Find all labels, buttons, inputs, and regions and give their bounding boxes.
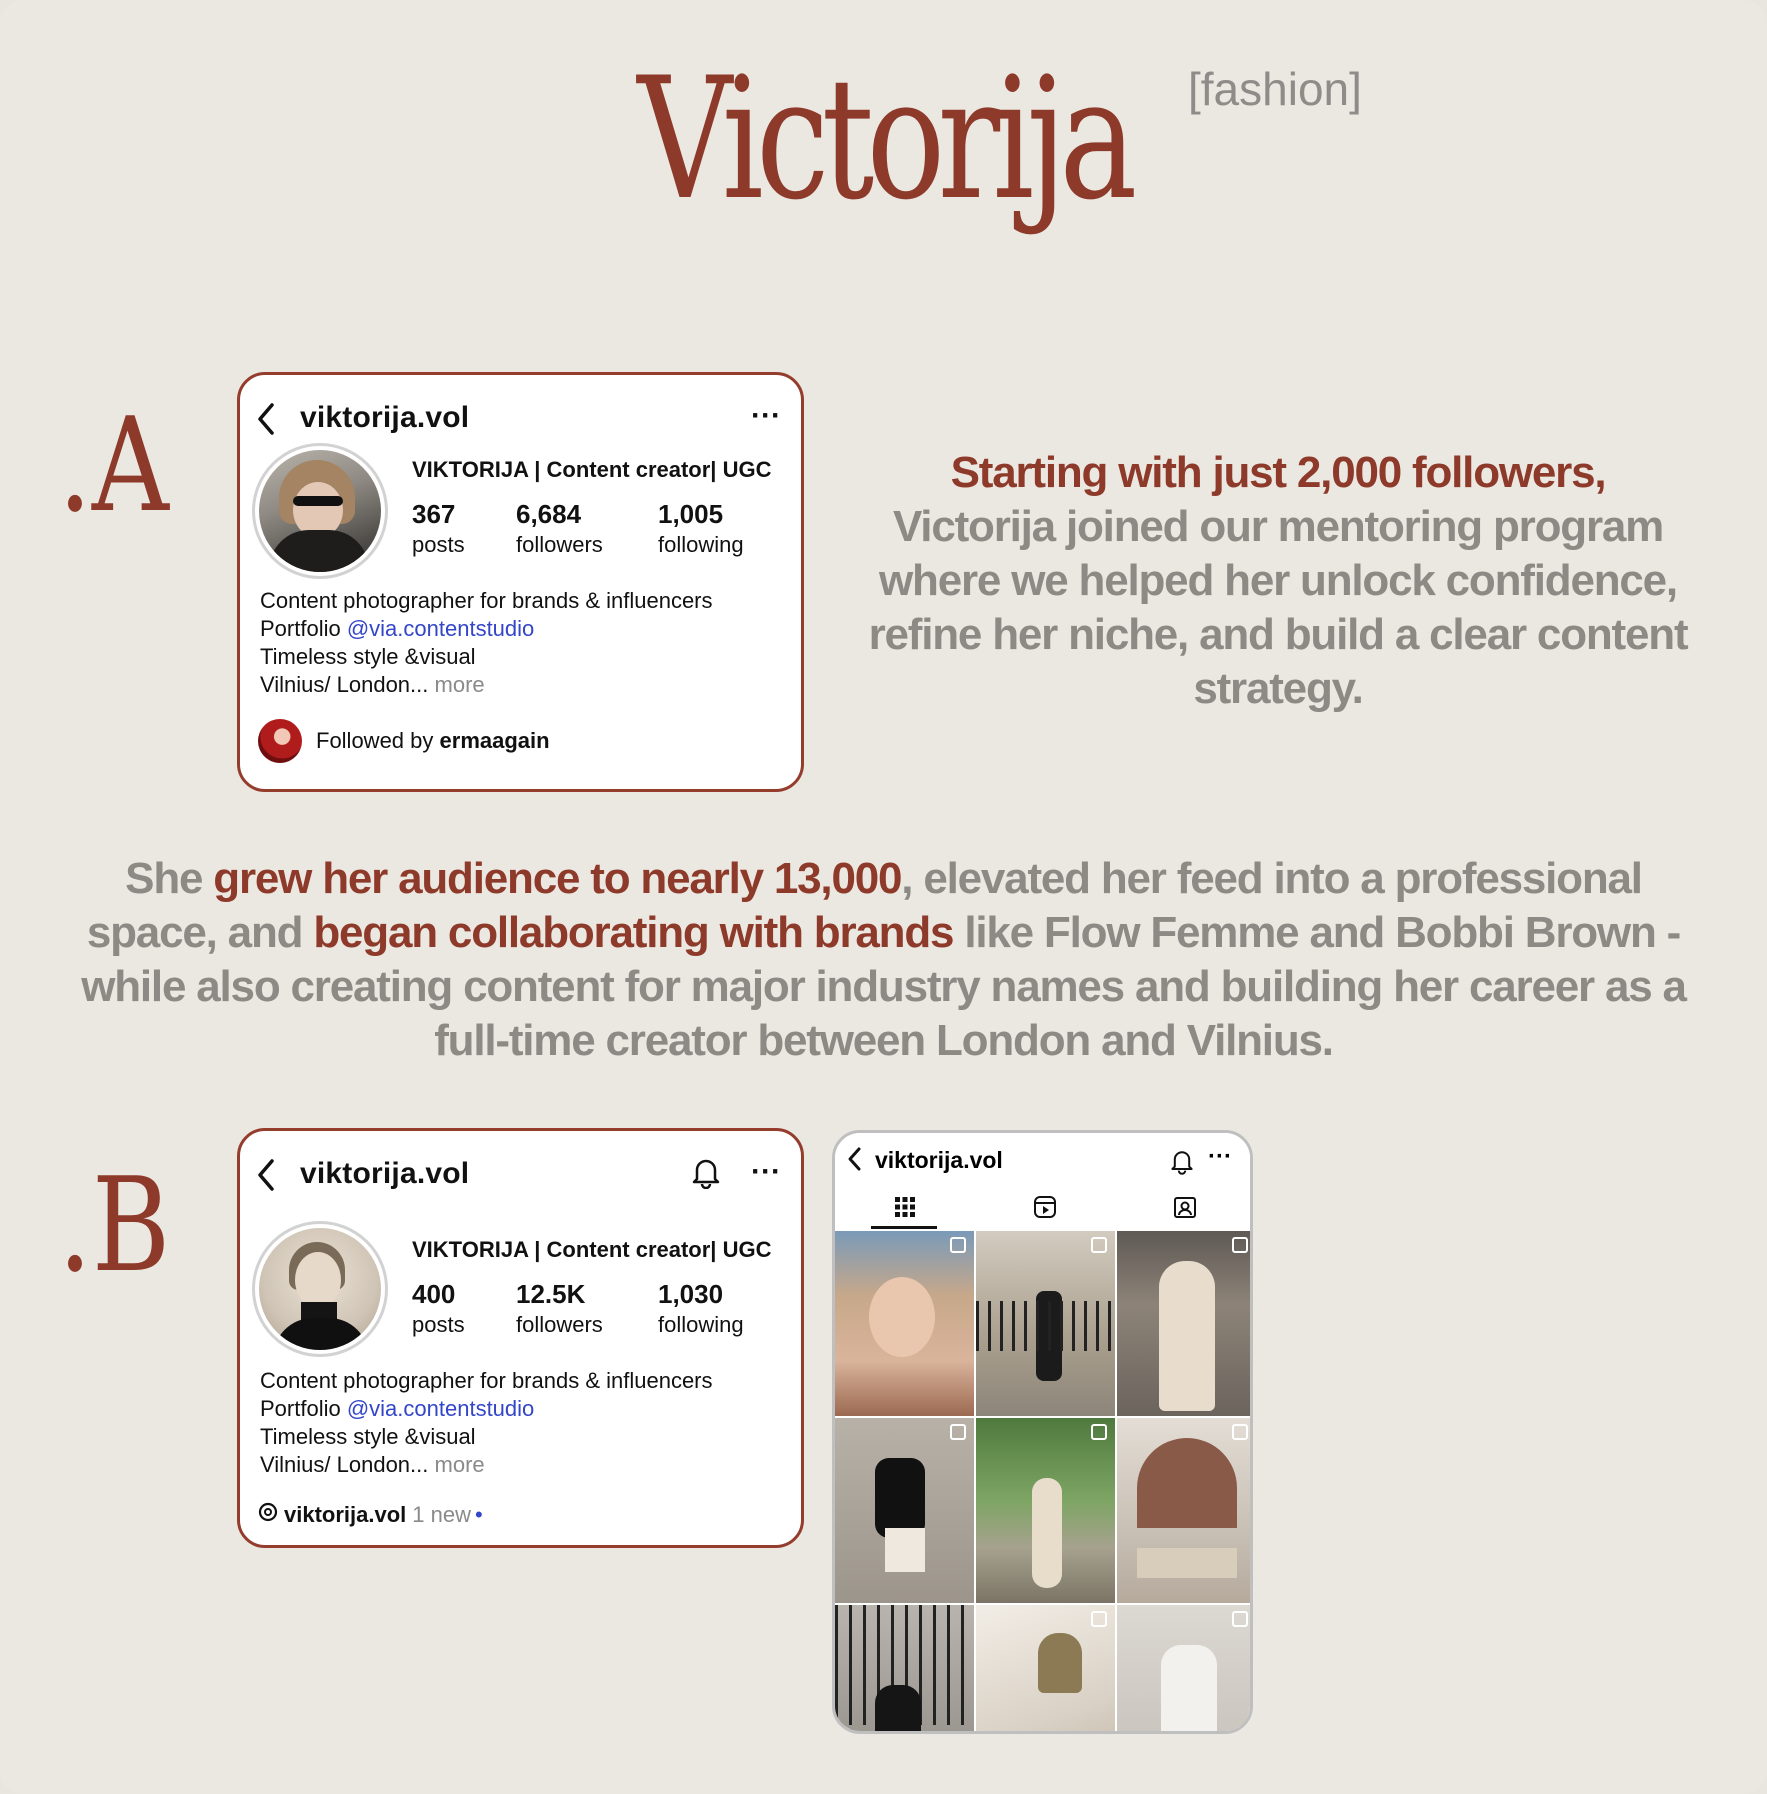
intro-line: Victorija joined our mentoring program bbox=[892, 502, 1664, 551]
bell-icon[interactable] bbox=[1170, 1147, 1194, 1180]
post-thumbnail[interactable] bbox=[835, 1231, 974, 1416]
stat-number: 367 bbox=[412, 499, 456, 529]
threads-dot: • bbox=[475, 1502, 483, 1527]
post-thumbnail[interactable] bbox=[976, 1605, 1115, 1734]
tab-grid[interactable] bbox=[835, 1189, 975, 1229]
section-letter-a: .A bbox=[58, 389, 169, 541]
post-thumbnail[interactable] bbox=[1117, 1231, 1253, 1416]
bio-ellipsis: ... bbox=[410, 1452, 429, 1477]
threads-link[interactable] bbox=[258, 1501, 483, 1529]
profile-bio bbox=[260, 587, 713, 699]
growth-line: while also creating content for major industry names and building her career as a bbox=[81, 962, 1686, 1011]
section-letter-b: .B bbox=[58, 1149, 171, 1301]
bell-icon[interactable] bbox=[691, 1155, 721, 1194]
threads-handle: viktorija.vol bbox=[284, 1502, 407, 1527]
back-arrow-icon[interactable] bbox=[254, 1157, 280, 1198]
stat-label: posts bbox=[412, 1312, 465, 1337]
profile-bio bbox=[260, 1367, 713, 1479]
avatar-photo bbox=[259, 450, 381, 572]
profile-card-before bbox=[237, 372, 804, 792]
back-arrow-icon[interactable] bbox=[845, 1145, 865, 1178]
stat-label: following bbox=[658, 1312, 744, 1337]
stat-label: followers bbox=[516, 532, 603, 557]
followed-by[interactable] bbox=[258, 719, 550, 763]
bio-portfolio bbox=[260, 1395, 713, 1423]
growth-segment: like Flow Femme and Bobbi Brown - bbox=[953, 908, 1681, 957]
growth-line: full-time creator between London and Vilnius. bbox=[434, 1016, 1333, 1065]
post-thumbnail[interactable] bbox=[1117, 1605, 1253, 1734]
post-grid bbox=[835, 1231, 1253, 1734]
growth-text bbox=[40, 852, 1727, 1068]
avatar[interactable] bbox=[252, 1221, 388, 1357]
follower-avatar bbox=[258, 719, 302, 763]
stat-label: posts bbox=[412, 532, 465, 557]
profile-card-after bbox=[237, 1128, 804, 1548]
intro-line: refine her niche, and build a clear content bbox=[868, 610, 1688, 659]
stat-posts[interactable] bbox=[412, 499, 465, 558]
profile-name: VIKTORIJA | Content creator| UGC bbox=[412, 1237, 772, 1262]
intro-line: where we helped her unlock confidence, bbox=[879, 556, 1677, 605]
bio-line: Timeless style &visual bbox=[260, 1424, 476, 1449]
grid-handle: viktorija.vol bbox=[875, 1147, 1003, 1173]
bio-line: Content photographer for brands & influencers bbox=[260, 1368, 713, 1393]
bio-ellipsis: ... bbox=[410, 672, 429, 697]
profile-tabs bbox=[835, 1189, 1250, 1229]
stat-label: following bbox=[658, 532, 744, 557]
more-options-icon[interactable]: ··· bbox=[751, 1155, 781, 1188]
growth-segment: She bbox=[125, 854, 214, 903]
stat-number: 400 bbox=[412, 1279, 456, 1309]
profile-handle: viktorija.vol bbox=[300, 1157, 470, 1190]
more-link[interactable]: more bbox=[428, 1452, 485, 1477]
category-tag: [fashion] bbox=[1188, 63, 1362, 115]
growth-highlight: grew her audience to nearly 13,000 bbox=[213, 854, 902, 903]
intro-text bbox=[868, 446, 1688, 716]
tab-reels[interactable] bbox=[975, 1189, 1115, 1229]
stat-number: 6,684 bbox=[516, 499, 582, 529]
post-thumbnail[interactable] bbox=[835, 1605, 974, 1734]
post-thumbnail[interactable] bbox=[976, 1231, 1115, 1416]
growth-segment: , elevated her feed into a professional bbox=[901, 854, 1642, 903]
bio-label: Portfolio bbox=[260, 1396, 347, 1421]
intro-line: strategy. bbox=[1193, 664, 1363, 713]
back-arrow-icon[interactable] bbox=[254, 401, 280, 442]
profile-topbar bbox=[254, 401, 781, 441]
stat-followers[interactable] bbox=[516, 1279, 603, 1338]
portfolio-link[interactable]: @via.contentstudio bbox=[346, 1396, 535, 1421]
post-thumbnail[interactable] bbox=[976, 1418, 1115, 1603]
reels-icon bbox=[1033, 1195, 1057, 1224]
avatar-photo bbox=[259, 1228, 381, 1350]
stat-number: 1,005 bbox=[658, 499, 724, 529]
tab-tagged[interactable] bbox=[1115, 1189, 1253, 1229]
bio-label: Vilnius/ London bbox=[260, 1452, 411, 1477]
bio-label: Vilnius/ London bbox=[260, 672, 411, 697]
stat-following[interactable] bbox=[658, 1279, 744, 1338]
bio-portfolio bbox=[260, 615, 713, 643]
stat-label: followers bbox=[516, 1312, 603, 1337]
post-thumbnail[interactable] bbox=[835, 1418, 974, 1603]
bio-label: Portfolio bbox=[260, 616, 347, 641]
bio-line: Timeless style &visual bbox=[260, 644, 476, 669]
stat-posts[interactable] bbox=[412, 1279, 465, 1338]
page-title: Victorija bbox=[637, 41, 1130, 237]
stat-followers[interactable] bbox=[516, 499, 603, 558]
grid-header bbox=[835, 1133, 1250, 1231]
bio-line: Content photographer for brands & influencers bbox=[260, 588, 713, 613]
threads-new: 1 new bbox=[412, 1502, 471, 1527]
more-link[interactable]: more bbox=[428, 672, 485, 697]
active-tab-indicator bbox=[871, 1226, 937, 1229]
stat-number: 1,030 bbox=[658, 1279, 724, 1309]
bio-location bbox=[260, 671, 713, 699]
stat-number: 12.5K bbox=[516, 1279, 586, 1309]
threads-icon bbox=[258, 1501, 278, 1529]
followed-user: ermaagain bbox=[439, 728, 550, 753]
growth-line bbox=[40, 906, 1727, 960]
tagged-icon bbox=[1173, 1195, 1197, 1224]
followed-prefix: Followed by bbox=[316, 728, 434, 753]
grid-icon bbox=[894, 1196, 916, 1223]
avatar[interactable] bbox=[252, 443, 388, 579]
more-options-icon[interactable]: ··· bbox=[1208, 1143, 1232, 1170]
more-options-icon[interactable]: ··· bbox=[751, 399, 781, 432]
stat-following[interactable] bbox=[658, 499, 744, 558]
bio-location bbox=[260, 1451, 713, 1479]
growth-line bbox=[40, 852, 1727, 906]
growth-highlight: began collaborating with brands bbox=[313, 908, 954, 957]
intro-highlight: Starting with just 2,000 followers, bbox=[950, 448, 1606, 497]
growth-segment: space, and bbox=[86, 908, 314, 957]
profile-grid-card bbox=[832, 1130, 1253, 1734]
profile-topbar bbox=[254, 1157, 781, 1197]
post-thumbnail[interactable] bbox=[1117, 1418, 1253, 1603]
profile-name: VIKTORIJA | Content creator| UGC bbox=[412, 457, 772, 482]
profile-handle: viktorija.vol bbox=[300, 401, 470, 434]
portfolio-link[interactable]: @via.contentstudio bbox=[346, 616, 535, 641]
